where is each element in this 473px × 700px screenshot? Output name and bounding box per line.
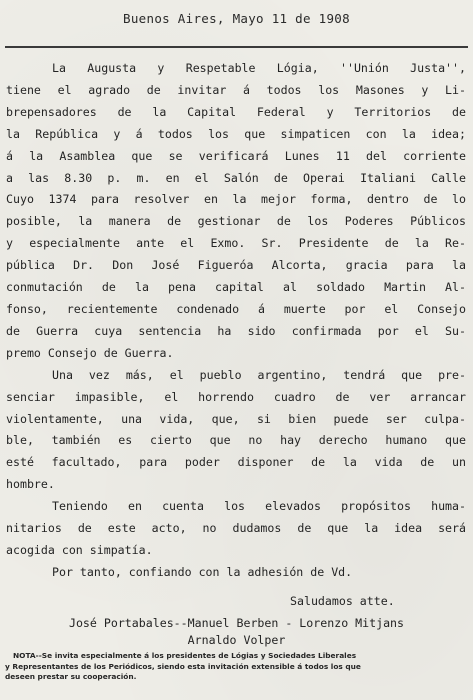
text-line: tiene el agrado de invitar á todos los Masones y Li- (6, 82, 466, 97)
salutation: Saludamos atte. (290, 594, 395, 608)
text-line: nitarios de este acto, no dudamos de que la idea será (6, 521, 466, 536)
text-line: Teniendo en cuenta los elevados propósitos huma- (52, 499, 466, 514)
text-line: acogida con simpatía. (6, 542, 153, 557)
footnote-nota (5, 651, 467, 683)
text-line: conmutación de la pena capital al soldado Martin Al- (6, 280, 466, 295)
text-line: y especialmente ante el Exmo. Sr. Presidente de la Re- (6, 236, 466, 251)
text-line: Una vez más, el pueblo argentino, tendrá que pre- (52, 367, 466, 382)
text-line: Cuyo 1374 para resolver en la mejor forma, dentro de lo (6, 192, 466, 207)
nota-line: deseen prestar su cooperación. (5, 672, 137, 681)
text-line: de Guerra cuya sentencia ha sido confirmada por el Su- (6, 323, 466, 338)
text-line: Por tanto, confiando con la adhesión de Vd. (52, 564, 353, 579)
text-line: esté facultado, para poder disponer de la vida de un (6, 455, 466, 470)
text-line: posible, la manera de gestionar de los Poderes Públicos (6, 214, 466, 229)
text-line: premo Consejo de Guerra. (6, 345, 174, 360)
text-line: senciar impasible, el horrendo cuadro de ver arrancar (6, 389, 466, 404)
text-line: La Augusta y Respetable Lógia, ''Unión Justa'', (52, 61, 466, 75)
letter-body (6, 58, 466, 584)
paragraph-protest (6, 365, 466, 496)
text-line: pública Dr. Don José Figueróa Alcorta, gracia para la (6, 258, 466, 273)
text-line: la República y á todos los que simpaticen con la idea; (6, 126, 466, 141)
paragraph-closing (6, 562, 466, 584)
signatories-line: José Portabales--Manuel Berben - Lorenzo Mitjans (68, 616, 405, 630)
signatory-last: Arnaldo Volper (187, 633, 286, 647)
text-line: brepensadores de la Capital Federal y Territorios de (6, 104, 466, 119)
paragraph-purpose (6, 496, 466, 562)
text-line: hombre. (6, 477, 55, 492)
nota-line: y Representantes de los Periódicos, siendo esta invitación extensible á todos los que (5, 661, 361, 671)
text-line: á la Asamblea que se verificará Lunes 11 del corriente (6, 148, 466, 163)
signatures-block (0, 615, 473, 649)
dateline: Buenos Aires, Mayo 11 de 1908 (123, 11, 350, 26)
text-line: fonso, recientemente condenado á muerte por el Consejo (6, 301, 466, 316)
text-line: a las 8.30 p. m. en el Salón de Operai Italiani Calle (6, 170, 466, 185)
paragraph-invitation (6, 58, 466, 365)
header-divider (5, 46, 468, 48)
nota-line: NOTA--Se invita especialmente á los presidentes de Lógias y Sociedades Liberales (13, 651, 357, 660)
text-line: ble, también es cierto que no hay derecho humano que (6, 433, 466, 448)
text-line: violentamente, una vida, que, si bien puede ser culpa- (6, 411, 466, 426)
